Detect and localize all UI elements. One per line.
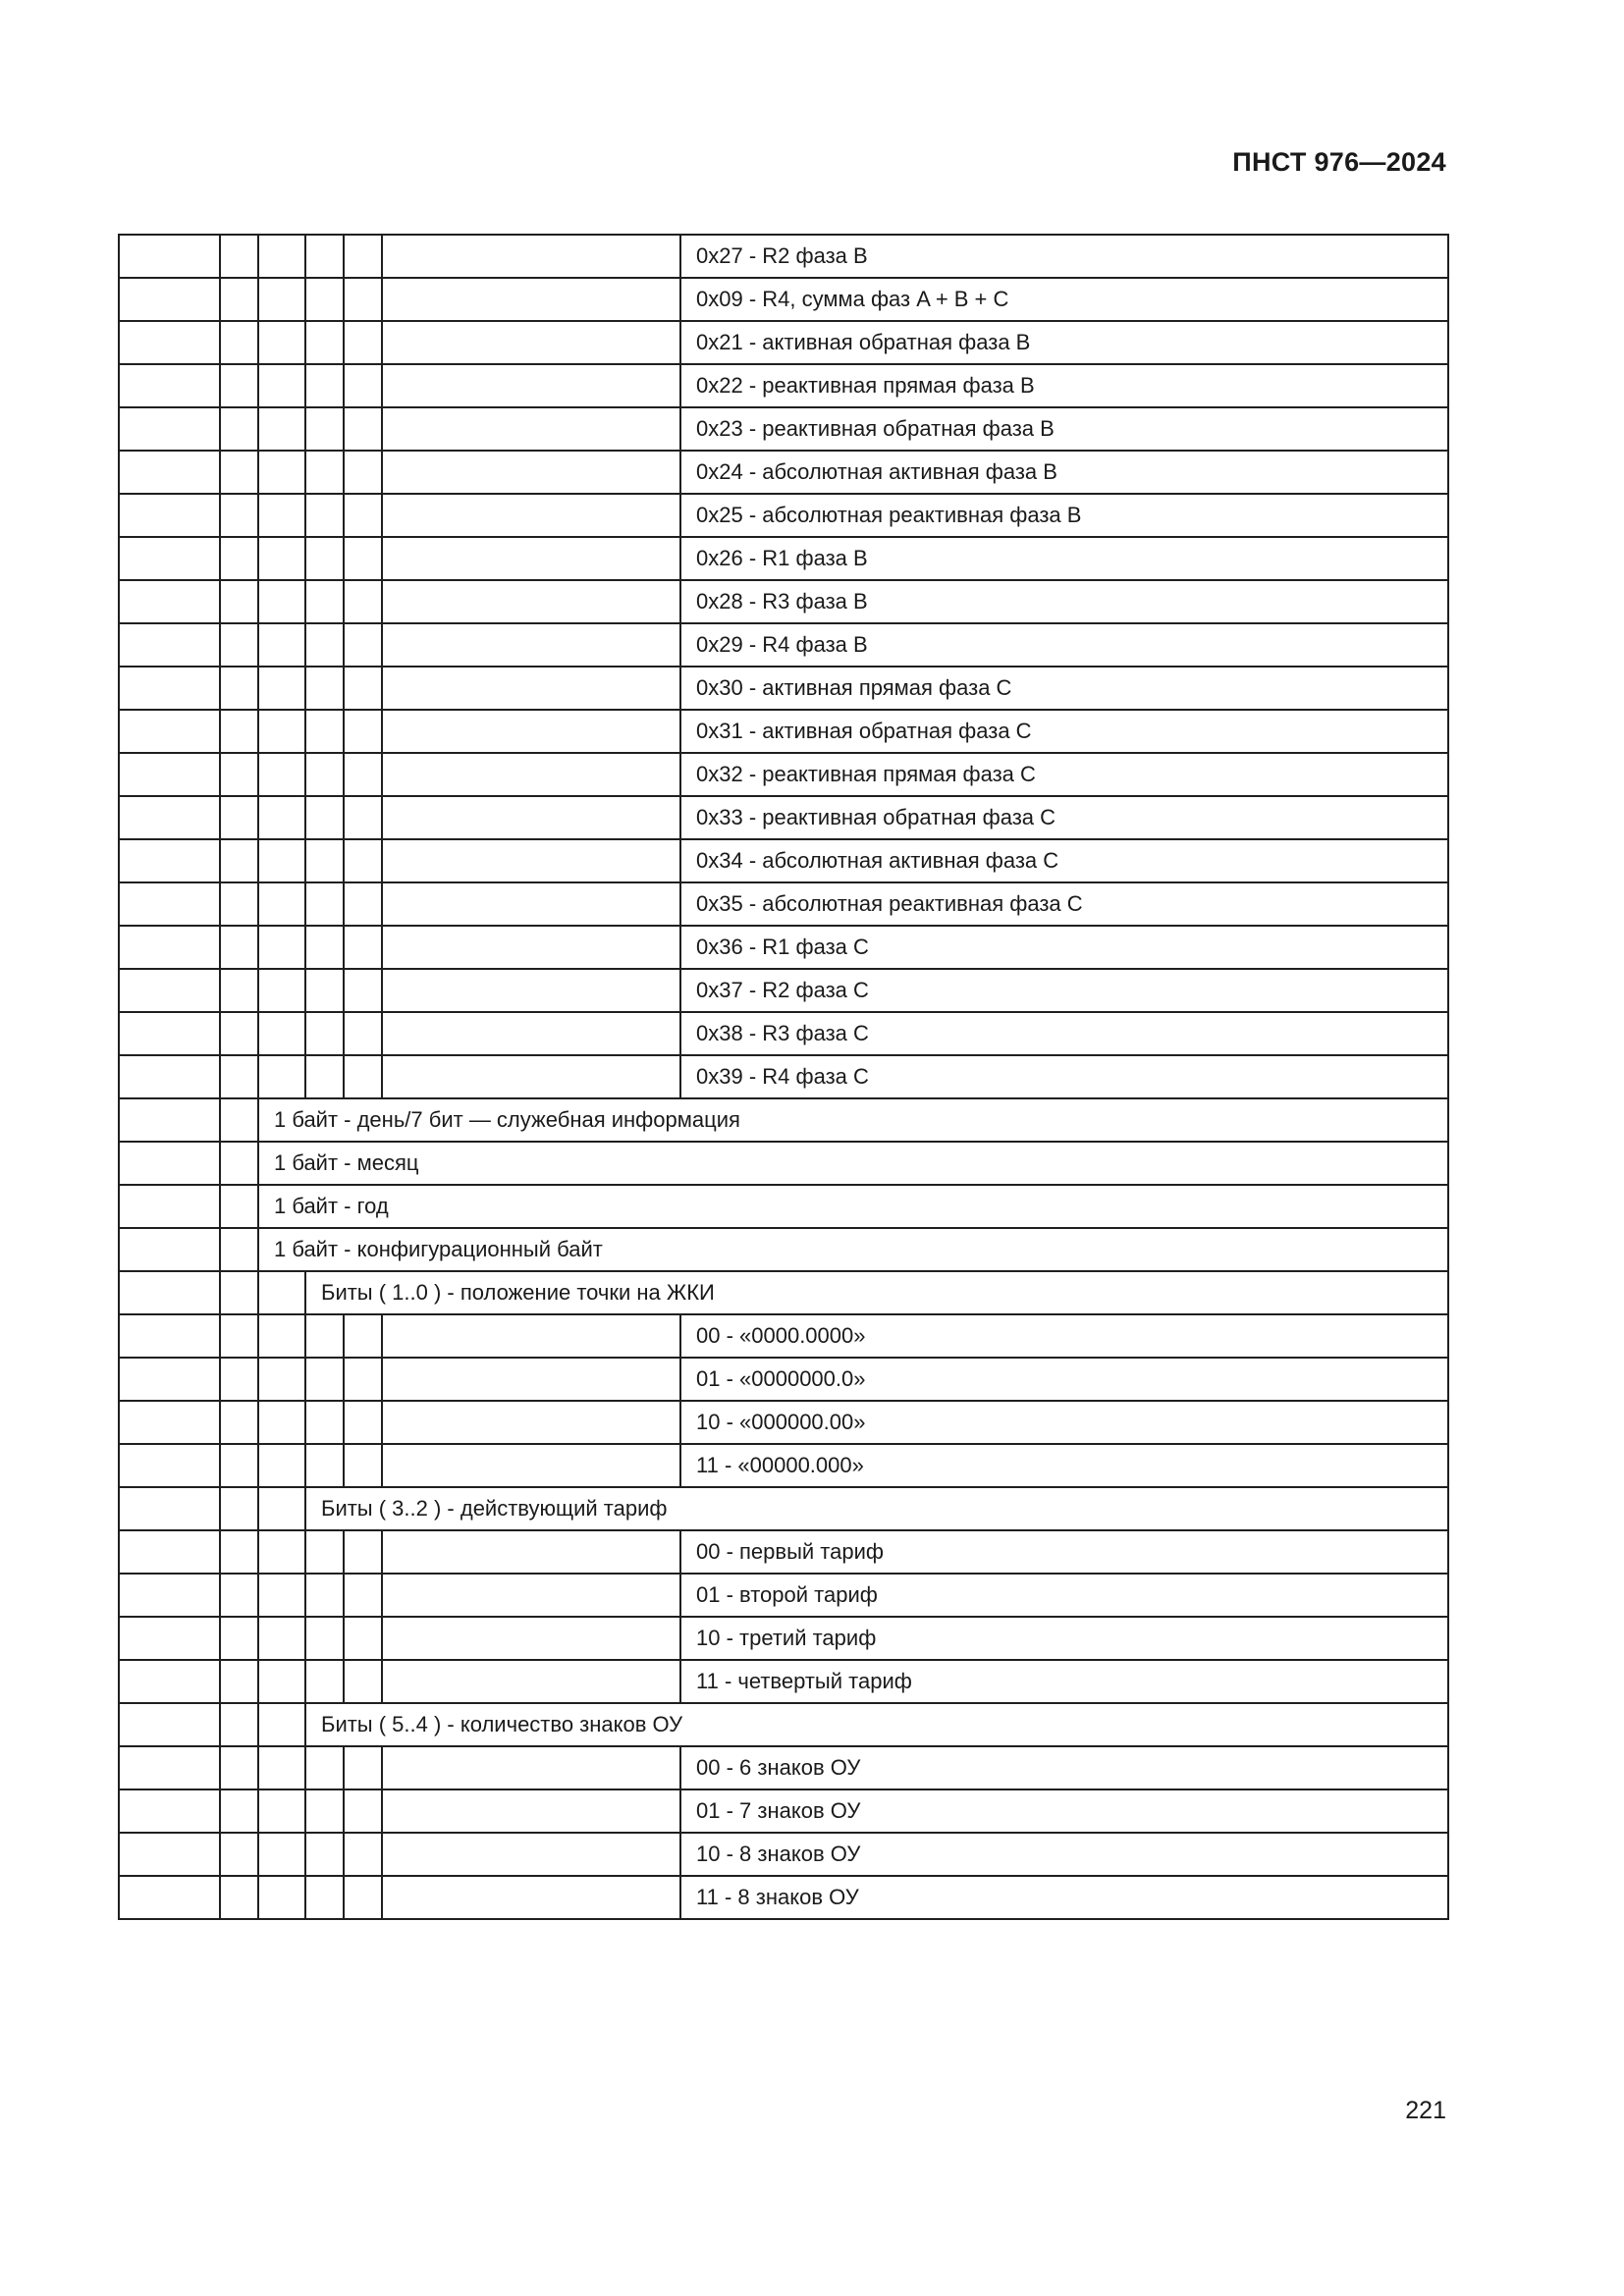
table-row [119, 580, 1448, 623]
empty-cell [119, 494, 220, 537]
empty-cell [258, 1444, 305, 1487]
table-row [119, 1617, 1448, 1660]
empty-cell [305, 839, 344, 882]
table-row [119, 1142, 1448, 1185]
empty-cell [382, 623, 680, 667]
empty-cell [258, 1314, 305, 1358]
empty-cell [305, 1617, 344, 1660]
empty-cell [305, 1660, 344, 1703]
empty-cell [119, 882, 220, 926]
empty-cell [382, 1530, 680, 1574]
empty-cell [220, 1660, 258, 1703]
empty-cell [258, 1617, 305, 1660]
table-cell-text: 1 байт - месяц [258, 1142, 1448, 1185]
empty-cell [258, 1876, 305, 1919]
table-row [119, 1574, 1448, 1617]
empty-cell [119, 1185, 220, 1228]
empty-cell [119, 235, 220, 278]
empty-cell [382, 494, 680, 537]
empty-cell [119, 1142, 220, 1185]
empty-cell [119, 537, 220, 580]
empty-cell [305, 1314, 344, 1358]
empty-cell [305, 494, 344, 537]
empty-cell [258, 1746, 305, 1789]
empty-cell [258, 1012, 305, 1055]
table-cell-text: 0x23 - реактивная обратная фаза B [680, 407, 1448, 451]
table-cell-text: 00 - 6 знаков ОУ [680, 1746, 1448, 1789]
table-row [119, 1876, 1448, 1919]
empty-cell [344, 667, 382, 710]
document-code-header: ПНСТ 976—2024 [1232, 147, 1446, 177]
empty-cell [258, 1703, 305, 1746]
table-row [119, 1228, 1448, 1271]
table-cell-text: 0x26 - R1 фаза B [680, 537, 1448, 580]
empty-cell [220, 235, 258, 278]
table-cell-text: 01 - второй тариф [680, 1574, 1448, 1617]
empty-cell [119, 1444, 220, 1487]
empty-cell [382, 235, 680, 278]
empty-cell [220, 407, 258, 451]
empty-cell [344, 882, 382, 926]
table-row [119, 796, 1448, 839]
table-cell-text: Биты ( 3..2 ) - действующий тариф [305, 1487, 1448, 1530]
empty-cell [220, 882, 258, 926]
table-cell-text: 0x27 - R2 фаза B [680, 235, 1448, 278]
empty-cell [344, 1789, 382, 1833]
empty-cell [258, 623, 305, 667]
empty-cell [220, 1444, 258, 1487]
table-cell-text: 0x39 - R4 фаза C [680, 1055, 1448, 1098]
empty-cell [382, 1055, 680, 1098]
empty-cell [305, 882, 344, 926]
table-cell-text: Биты ( 5..4 ) - количество знаков ОУ [305, 1703, 1448, 1746]
empty-cell [220, 580, 258, 623]
table-cell-text: 0x37 - R2 фаза C [680, 969, 1448, 1012]
table-row [119, 969, 1448, 1012]
empty-cell [258, 1530, 305, 1574]
table-row [119, 537, 1448, 580]
empty-cell [344, 494, 382, 537]
empty-cell [119, 796, 220, 839]
empty-cell [382, 1574, 680, 1617]
empty-cell [382, 1617, 680, 1660]
empty-cell [344, 926, 382, 969]
table-row [119, 1789, 1448, 1833]
empty-cell [119, 1012, 220, 1055]
table-row [119, 407, 1448, 451]
table-row [119, 1358, 1448, 1401]
empty-cell [344, 839, 382, 882]
empty-cell [119, 278, 220, 321]
empty-cell [382, 537, 680, 580]
empty-cell [305, 407, 344, 451]
table-cell-text: 0x31 - активная обратная фаза C [680, 710, 1448, 753]
empty-cell [382, 882, 680, 926]
table-row [119, 753, 1448, 796]
empty-cell [305, 537, 344, 580]
empty-cell [305, 710, 344, 753]
empty-cell [344, 1444, 382, 1487]
empty-cell [258, 407, 305, 451]
table-row [119, 1055, 1448, 1098]
empty-cell [119, 451, 220, 494]
empty-cell [220, 1487, 258, 1530]
empty-cell [382, 451, 680, 494]
empty-cell [344, 451, 382, 494]
empty-cell [382, 1314, 680, 1358]
empty-cell [305, 235, 344, 278]
table-cell-text: 0x24 - абсолютная активная фаза B [680, 451, 1448, 494]
empty-cell [119, 839, 220, 882]
empty-cell [119, 1401, 220, 1444]
table-row [119, 623, 1448, 667]
empty-cell [258, 1487, 305, 1530]
empty-cell [344, 1314, 382, 1358]
empty-cell [258, 1660, 305, 1703]
empty-cell [344, 1833, 382, 1876]
empty-cell [305, 278, 344, 321]
empty-cell [382, 753, 680, 796]
empty-cell [119, 926, 220, 969]
empty-cell [305, 580, 344, 623]
empty-cell [119, 1055, 220, 1098]
empty-cell [220, 1530, 258, 1574]
empty-cell [382, 407, 680, 451]
empty-cell [220, 710, 258, 753]
empty-cell [344, 537, 382, 580]
table-row [119, 1401, 1448, 1444]
table-cell-text: 0x33 - реактивная обратная фаза C [680, 796, 1448, 839]
empty-cell [344, 796, 382, 839]
empty-cell [344, 969, 382, 1012]
empty-cell [344, 1055, 382, 1098]
table-cell-text: 0x35 - абсолютная реактивная фаза C [680, 882, 1448, 926]
table-row [119, 235, 1448, 278]
empty-cell [220, 1228, 258, 1271]
empty-cell [220, 796, 258, 839]
empty-cell [344, 1401, 382, 1444]
page-number: 221 [1405, 2097, 1446, 2124]
empty-cell [382, 839, 680, 882]
empty-cell [344, 1012, 382, 1055]
empty-cell [220, 1617, 258, 1660]
empty-cell [220, 1098, 258, 1142]
empty-cell [344, 1746, 382, 1789]
empty-cell [344, 407, 382, 451]
empty-cell [344, 235, 382, 278]
specification-table [118, 234, 1449, 1920]
table-cell-text: 0x30 - активная прямая фаза C [680, 667, 1448, 710]
table-row [119, 710, 1448, 753]
table-cell-text: 11 - 8 знаков ОУ [680, 1876, 1448, 1919]
empty-cell [220, 969, 258, 1012]
empty-cell [344, 1530, 382, 1574]
empty-cell [258, 926, 305, 969]
empty-cell [305, 1401, 344, 1444]
empty-cell [344, 1358, 382, 1401]
table-cell-text: 01 - «0000000.0» [680, 1358, 1448, 1401]
empty-cell [258, 537, 305, 580]
empty-cell [119, 1358, 220, 1401]
empty-cell [258, 364, 305, 407]
table-cell-text: 00 - «0000.0000» [680, 1314, 1448, 1358]
empty-cell [382, 1444, 680, 1487]
empty-cell [220, 1055, 258, 1098]
empty-cell [305, 1574, 344, 1617]
empty-cell [344, 1876, 382, 1919]
empty-cell [220, 1876, 258, 1919]
table-cell-text: 1 байт - конфигурационный байт [258, 1228, 1448, 1271]
empty-cell [305, 1358, 344, 1401]
table-row [119, 926, 1448, 969]
empty-cell [258, 710, 305, 753]
empty-cell [305, 364, 344, 407]
table-row [119, 494, 1448, 537]
empty-cell [220, 364, 258, 407]
empty-cell [305, 623, 344, 667]
empty-cell [344, 1660, 382, 1703]
empty-cell [305, 667, 344, 710]
empty-cell [382, 321, 680, 364]
empty-cell [119, 623, 220, 667]
empty-cell [258, 667, 305, 710]
empty-cell [258, 882, 305, 926]
table-row [119, 278, 1448, 321]
table-cell-text: 11 - четвертый тариф [680, 1660, 1448, 1703]
empty-cell [119, 1530, 220, 1574]
table-cell-text: 1 байт - день/7 бит — служебная информация [258, 1098, 1448, 1142]
empty-cell [382, 1401, 680, 1444]
empty-cell [258, 1789, 305, 1833]
table-row [119, 1098, 1448, 1142]
empty-cell [220, 1185, 258, 1228]
table-row [119, 1660, 1448, 1703]
empty-cell [382, 278, 680, 321]
table-row [119, 1487, 1448, 1530]
empty-cell [258, 1358, 305, 1401]
empty-cell [382, 969, 680, 1012]
empty-cell [258, 1574, 305, 1617]
empty-cell [119, 1789, 220, 1833]
empty-cell [382, 1746, 680, 1789]
table-cell-text: 0x38 - R3 фаза C [680, 1012, 1448, 1055]
empty-cell [220, 451, 258, 494]
empty-cell [119, 321, 220, 364]
empty-cell [220, 1789, 258, 1833]
empty-cell [305, 753, 344, 796]
empty-cell [220, 1012, 258, 1055]
empty-cell [305, 969, 344, 1012]
empty-cell [382, 926, 680, 969]
empty-cell [220, 537, 258, 580]
empty-cell [258, 796, 305, 839]
empty-cell [119, 407, 220, 451]
empty-cell [119, 364, 220, 407]
table-cell-text: 0x22 - реактивная прямая фаза B [680, 364, 1448, 407]
empty-cell [258, 1833, 305, 1876]
empty-cell [258, 1401, 305, 1444]
empty-cell [305, 796, 344, 839]
table-cell-text: 11 - «00000.000» [680, 1444, 1448, 1487]
table-row [119, 1185, 1448, 1228]
empty-cell [220, 1358, 258, 1401]
empty-cell [220, 839, 258, 882]
empty-cell [382, 580, 680, 623]
table-row [119, 1271, 1448, 1314]
empty-cell [119, 969, 220, 1012]
empty-cell [119, 1746, 220, 1789]
table-cell-text: 0x25 - абсолютная реактивная фаза B [680, 494, 1448, 537]
empty-cell [119, 710, 220, 753]
empty-cell [119, 667, 220, 710]
empty-cell [305, 1876, 344, 1919]
table-row [119, 1444, 1448, 1487]
empty-cell [382, 1012, 680, 1055]
empty-cell [382, 1833, 680, 1876]
table-row [119, 1012, 1448, 1055]
empty-cell [220, 1271, 258, 1314]
empty-cell [220, 278, 258, 321]
empty-cell [344, 1617, 382, 1660]
table-row [119, 1314, 1448, 1358]
empty-cell [344, 1574, 382, 1617]
empty-cell [382, 710, 680, 753]
empty-cell [305, 926, 344, 969]
empty-cell [344, 623, 382, 667]
empty-cell [305, 1746, 344, 1789]
empty-cell [220, 1574, 258, 1617]
empty-cell [220, 926, 258, 969]
empty-cell [220, 667, 258, 710]
empty-cell [258, 235, 305, 278]
empty-cell [258, 321, 305, 364]
empty-cell [344, 753, 382, 796]
empty-cell [344, 321, 382, 364]
table-cell-text: 0x36 - R1 фаза C [680, 926, 1448, 969]
empty-cell [258, 1271, 305, 1314]
table-cell-text: 00 - первый тариф [680, 1530, 1448, 1574]
table-row [119, 882, 1448, 926]
table-row [119, 1833, 1448, 1876]
empty-cell [119, 1876, 220, 1919]
empty-cell [382, 364, 680, 407]
table-cell-text: 10 - 8 знаков ОУ [680, 1833, 1448, 1876]
empty-cell [119, 1098, 220, 1142]
empty-cell [220, 494, 258, 537]
empty-cell [220, 1142, 258, 1185]
table-cell-text: 10 - «000000.00» [680, 1401, 1448, 1444]
empty-cell [119, 1703, 220, 1746]
empty-cell [258, 969, 305, 1012]
empty-cell [382, 667, 680, 710]
empty-cell [258, 494, 305, 537]
empty-cell [119, 1487, 220, 1530]
empty-cell [344, 364, 382, 407]
empty-cell [220, 1314, 258, 1358]
empty-cell [382, 1789, 680, 1833]
empty-cell [258, 753, 305, 796]
table-row [119, 1530, 1448, 1574]
empty-cell [119, 1660, 220, 1703]
empty-cell [258, 580, 305, 623]
empty-cell [119, 1617, 220, 1660]
table-cell-text: 01 - 7 знаков ОУ [680, 1789, 1448, 1833]
empty-cell [382, 796, 680, 839]
empty-cell [119, 1574, 220, 1617]
table-cell-text: 0x29 - R4 фаза B [680, 623, 1448, 667]
empty-cell [344, 710, 382, 753]
empty-cell [305, 1444, 344, 1487]
empty-cell [220, 1746, 258, 1789]
empty-cell [382, 1660, 680, 1703]
empty-cell [119, 1314, 220, 1358]
empty-cell [344, 580, 382, 623]
empty-cell [305, 1012, 344, 1055]
empty-cell [220, 321, 258, 364]
table-cell-text: 1 байт - год [258, 1185, 1448, 1228]
empty-cell [220, 753, 258, 796]
empty-cell [119, 753, 220, 796]
empty-cell [305, 1055, 344, 1098]
table-cell-text: 10 - третий тариф [680, 1617, 1448, 1660]
table-cell-text: Биты ( 1..0 ) - положение точки на ЖКИ [305, 1271, 1448, 1314]
empty-cell [382, 1876, 680, 1919]
empty-cell [382, 1358, 680, 1401]
table-cell-text: 0x32 - реактивная прямая фаза C [680, 753, 1448, 796]
empty-cell [305, 1789, 344, 1833]
empty-cell [220, 1833, 258, 1876]
empty-cell [119, 580, 220, 623]
empty-cell [305, 1833, 344, 1876]
empty-cell [258, 839, 305, 882]
table-row [119, 1703, 1448, 1746]
empty-cell [119, 1271, 220, 1314]
empty-cell [220, 623, 258, 667]
empty-cell [220, 1401, 258, 1444]
table-row [119, 839, 1448, 882]
table-row [119, 1746, 1448, 1789]
table-row [119, 364, 1448, 407]
empty-cell [305, 451, 344, 494]
table-cell-text: 0x34 - абсолютная активная фаза C [680, 839, 1448, 882]
table-row [119, 321, 1448, 364]
empty-cell [258, 278, 305, 321]
table-cell-text: 0x21 - активная обратная фаза B [680, 321, 1448, 364]
empty-cell [344, 278, 382, 321]
empty-cell [119, 1228, 220, 1271]
empty-cell [220, 1703, 258, 1746]
table-row [119, 451, 1448, 494]
table-row [119, 667, 1448, 710]
empty-cell [305, 1530, 344, 1574]
table-cell-text: 0x28 - R3 фаза B [680, 580, 1448, 623]
empty-cell [119, 1833, 220, 1876]
empty-cell [258, 1055, 305, 1098]
empty-cell [258, 451, 305, 494]
table-cell-text: 0x09 - R4, сумма фаз A + B + C [680, 278, 1448, 321]
empty-cell [305, 321, 344, 364]
